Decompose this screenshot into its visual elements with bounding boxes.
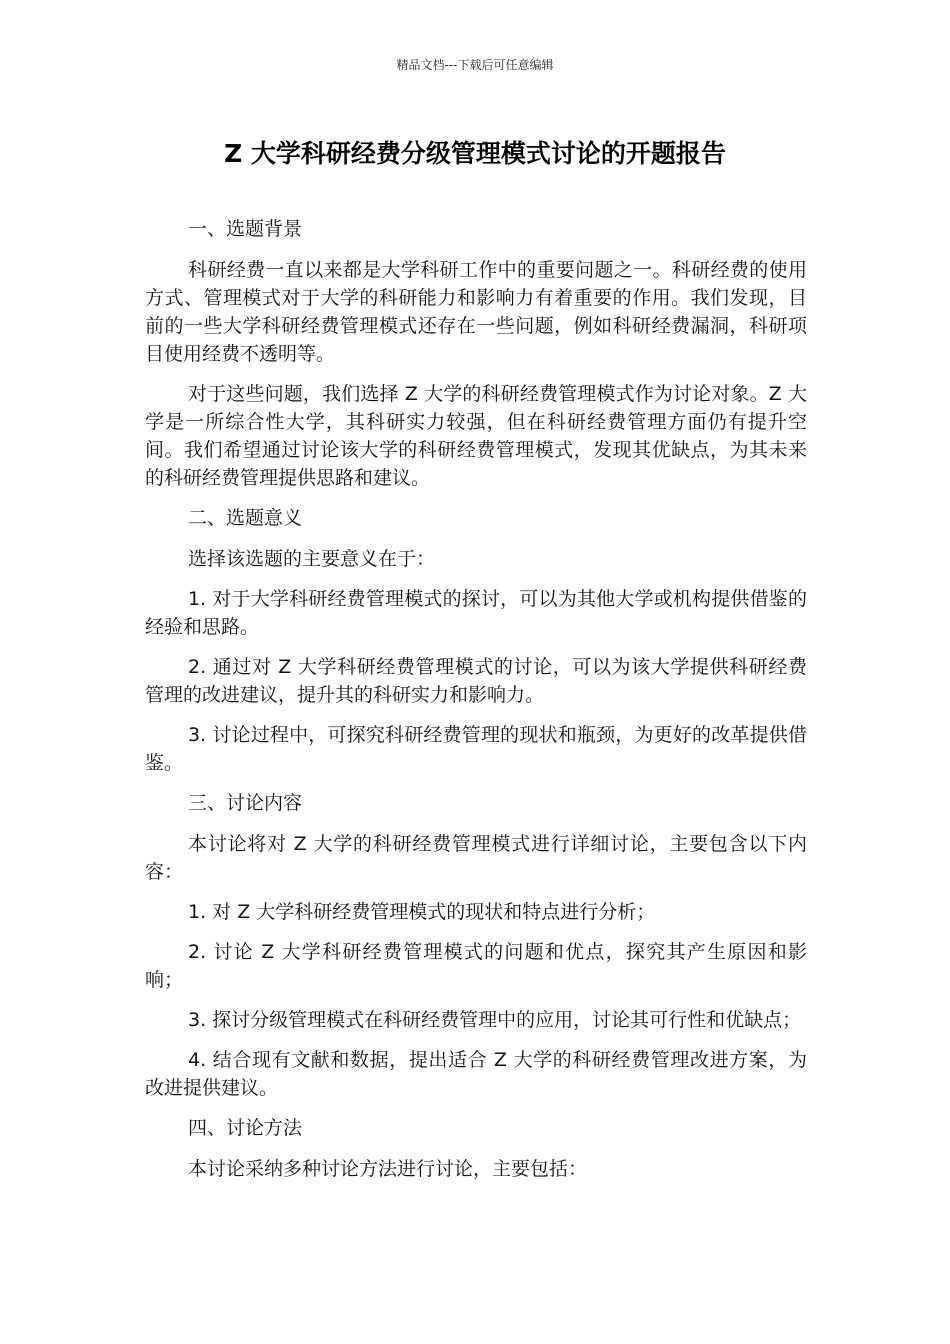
body-paragraph: 本讨论将对 Z 大学的科研经费管理模式进行详细讨论，主要包含以下内容： (145, 833, 807, 883)
document-body (145, 215, 807, 1195)
body-paragraph: 2. 讨论 Z 大学科研经费管理模式的问题和优点，探究其产生原因和影响； (145, 941, 807, 991)
page-header: 精品文档---下载后可任意编辑 (396, 58, 554, 72)
section-heading: 三、讨论内容 (188, 792, 303, 814)
section-heading: 一、选题背景 (188, 218, 303, 240)
body-paragraph: 3. 探讨分级管理模式在科研经费管理中的应用，讨论其可行性和优缺点； (188, 1009, 802, 1031)
body-paragraph: 3. 讨论过程中，可探究科研经费管理的现状和瓶颈，为更好的改革提供借鉴。 (145, 724, 807, 774)
body-paragraph: 选择该选题的主要意义在于： (188, 548, 436, 570)
section-heading: 二、选题意义 (188, 507, 303, 529)
document-title: Z 大学科研经费分级管理模式讨论的开题报告 (224, 139, 726, 168)
body-paragraph: 科研经费一直以来都是大学科研工作中的重要问题之一。科研经费的使用方式、管理模式对于大学的科研能力和影响力有着重要的作用。我们发现，目前的一些大学科研经费管理模式还存在一些问题，例如科研经费漏洞，科研项目使用经费不透明等。 (145, 259, 807, 365)
body-paragraph: 本讨论采纳多种讨论方法进行讨论，主要包括： (188, 1158, 588, 1180)
body-paragraph: 对于这些问题，我们选择 Z 大学的科研经费管理模式作为讨论对象。Z 大学是一所综合性大学，其科研实力较强，但在科研经费管理方面仍有提升空间。我们希望通过讨论该大学的科研经费管理模式，发现其优缺点，为其未来的科研经费管理提供思路和建议。 (145, 383, 807, 489)
section-heading: 四、讨论方法 (188, 1117, 303, 1139)
body-paragraph: 1. 对 Z 大学科研经费管理模式的现状和特点进行分析； (188, 901, 656, 923)
body-paragraph: 4. 结合现有文献和数据，提出适合 Z 大学的科研经费管理改进方案，为改进提供建议。 (145, 1049, 807, 1099)
body-paragraph: 1. 对于大学科研经费管理模式的探讨，可以为其他大学或机构提供借鉴的经验和思路。 (145, 588, 807, 638)
body-paragraph: 2. 通过对 Z 大学科研经费管理模式的讨论，可以为该大学提供科研经费管理的改进建议，提升其的科研实力和影响力。 (145, 656, 807, 706)
